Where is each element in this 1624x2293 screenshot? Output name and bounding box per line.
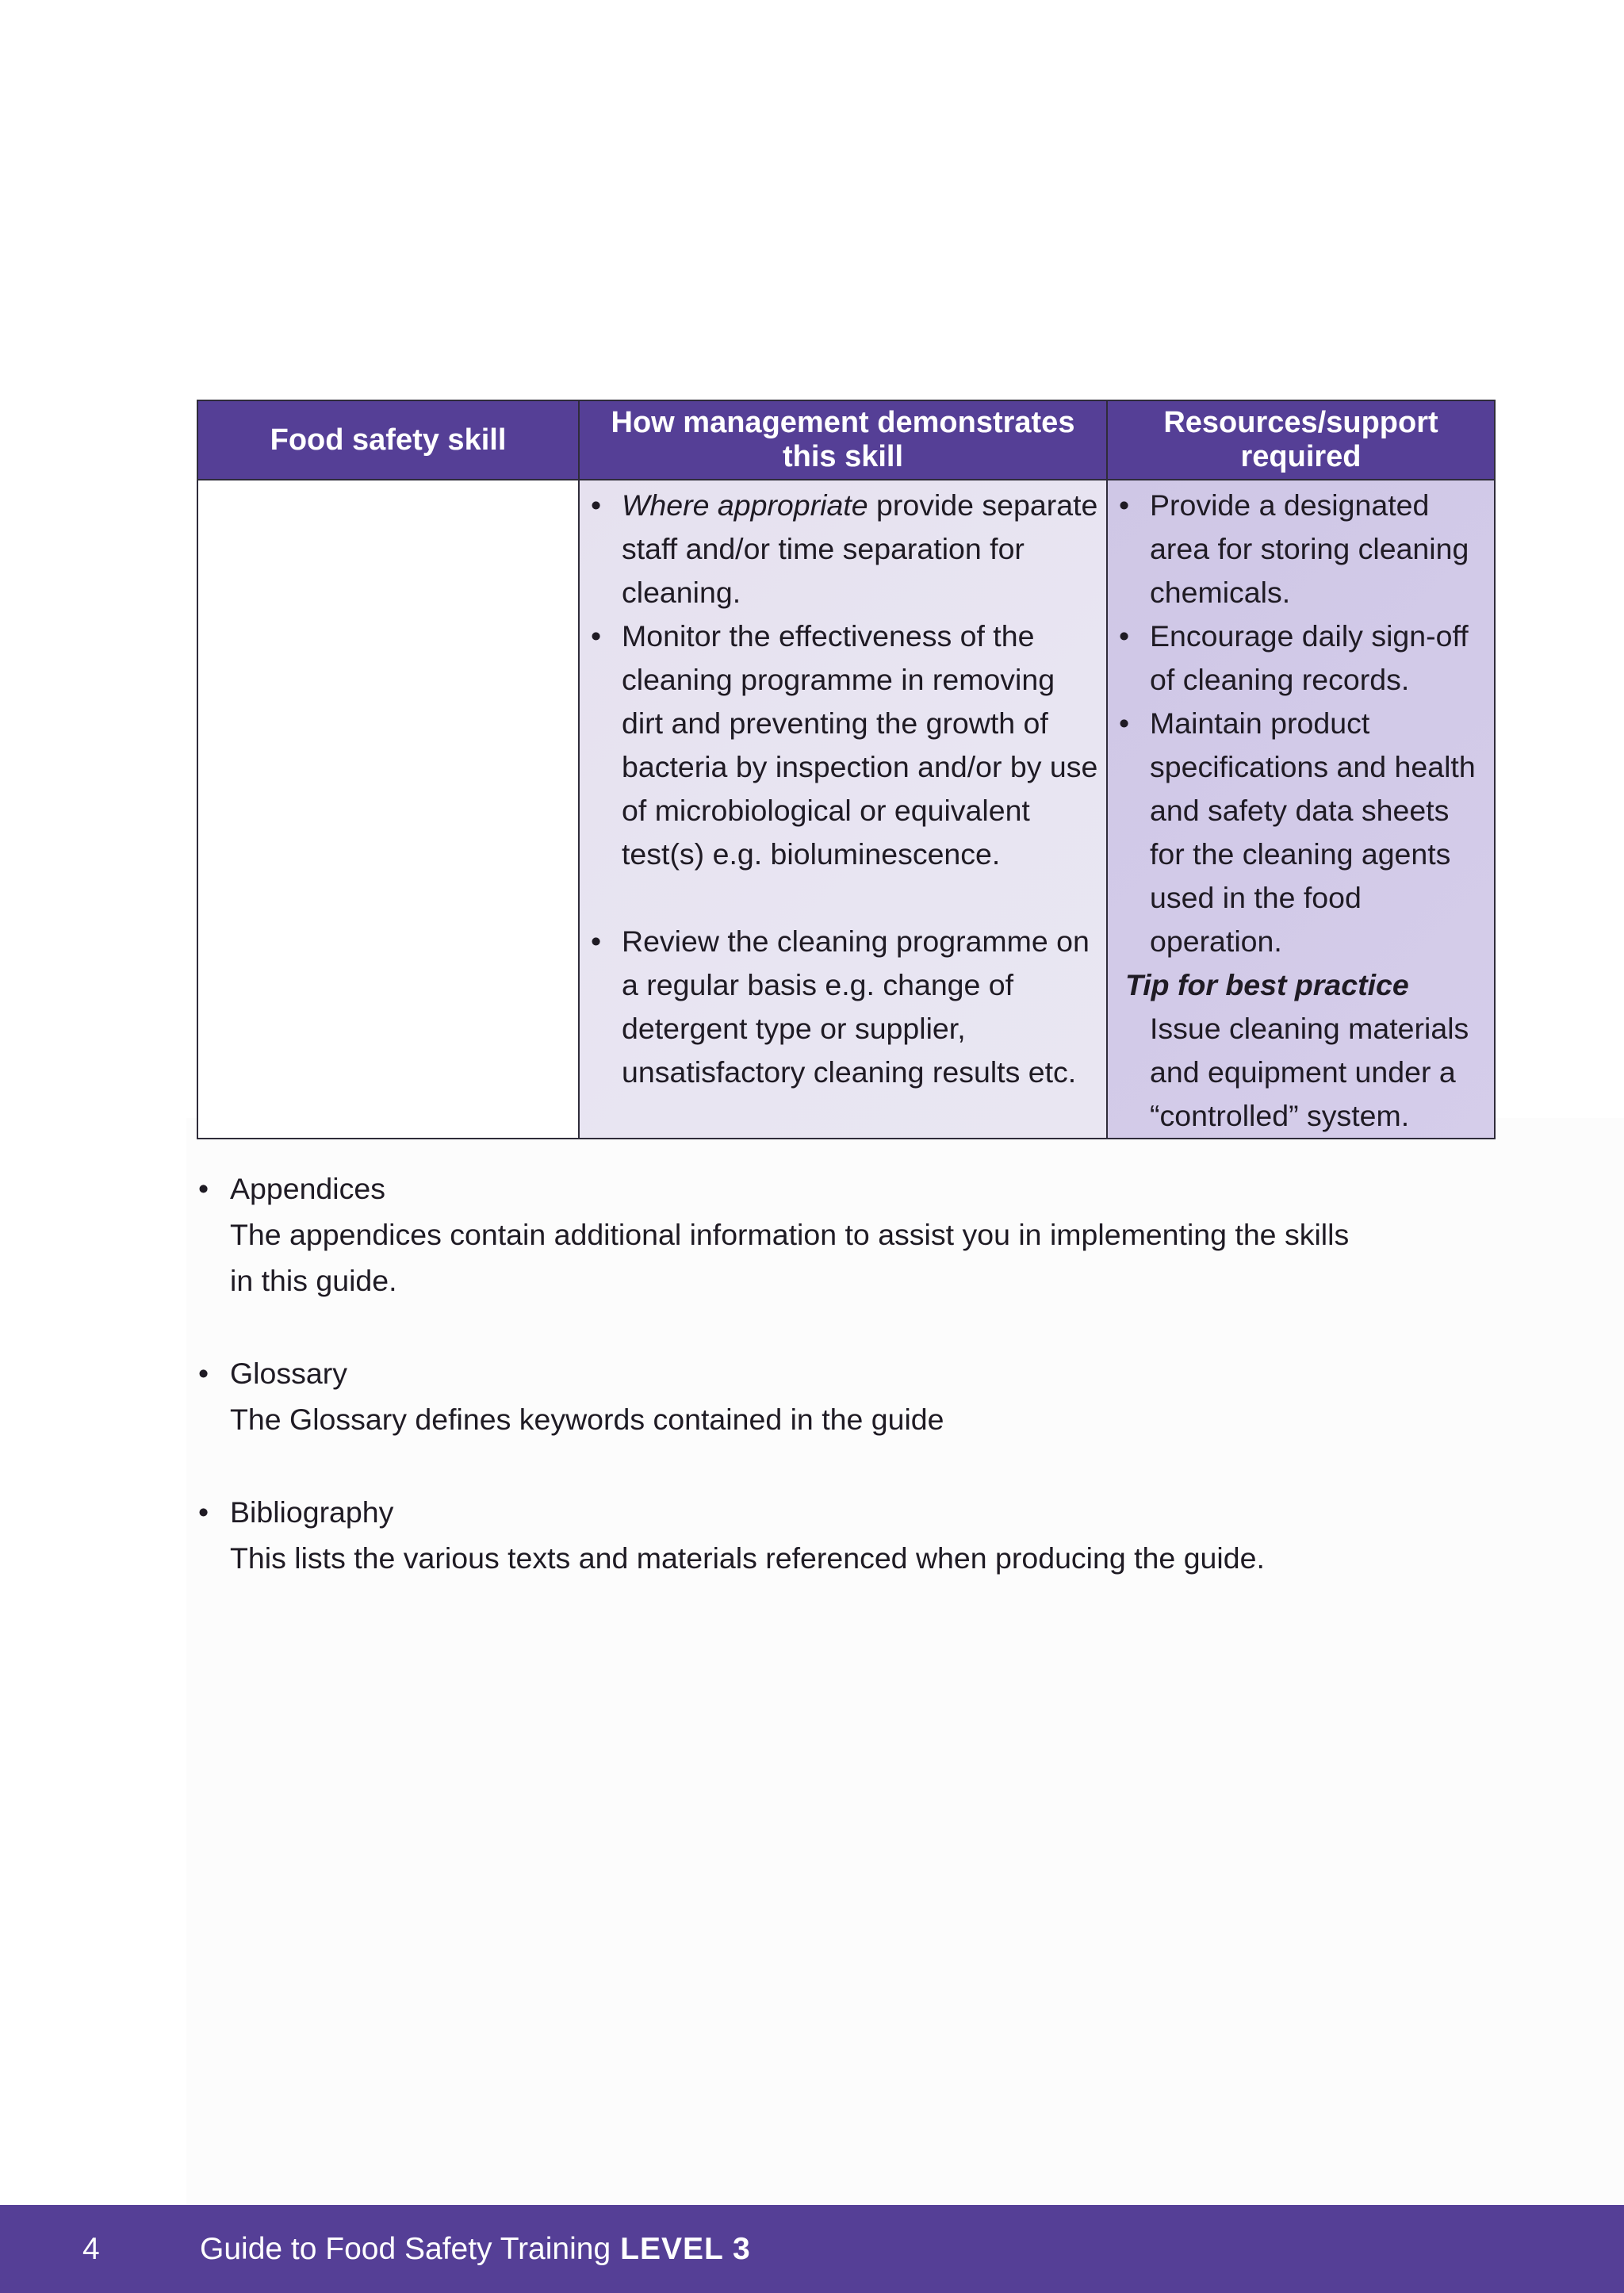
- bibliography-title: Bibliography: [230, 1495, 394, 1529]
- header-food-safety-skill: Food safety skill: [197, 400, 579, 480]
- level-label: LEVEL 3: [620, 2232, 751, 2266]
- bullet: •: [1119, 488, 1130, 522]
- bullet: •: [198, 1172, 209, 1205]
- skill-cell-empty: [197, 480, 579, 1139]
- resources-cell: [1107, 480, 1495, 1139]
- appendices-item: [197, 1166, 1465, 1303]
- resource-item-text: Maintain product specifications and health and safety data sheets for the cleaning agents used in the food operation.: [1150, 706, 1476, 958]
- header-resources-support: Resources/support required: [1107, 400, 1495, 480]
- resource-item-text: Encourage daily sign-off of cleaning records.: [1150, 619, 1469, 696]
- management-item: [586, 920, 1100, 1094]
- page-footer: [0, 2205, 1624, 2293]
- bullet: •: [591, 924, 602, 958]
- bullet: •: [591, 619, 602, 653]
- tip-title: Tip for best practice: [1125, 968, 1409, 1001]
- guide-sections-list: [197, 1166, 1465, 1628]
- footer-title: [200, 2205, 751, 2293]
- management-item-text: Review the cleaning programme on a regular basis e.g. change of detergent type or supplier, unsatisfactory cleaning results etc.: [622, 924, 1090, 1089]
- bullet: •: [1119, 619, 1130, 653]
- guide-title: Guide to Food Safety Training: [200, 2232, 611, 2266]
- management-item-text: Monitor the effectiveness of the cleaning programme in removing dirt and preventing the growth of bacteria by inspection and/or by use of microbiological or equivalent test(s) e.g. bioluminescence.: [622, 619, 1098, 871]
- resource-item: [1114, 484, 1488, 614]
- management-list: [586, 484, 1100, 1094]
- management-item: [586, 614, 1100, 876]
- header-management-demonstration: How management demonstrates this skill: [579, 400, 1107, 480]
- glossary-title: Glossary: [230, 1357, 347, 1390]
- bullet: •: [198, 1495, 209, 1529]
- management-item-emphasis: Where appropriate: [622, 488, 868, 522]
- management-cell: [579, 480, 1107, 1139]
- resource-item: [1114, 614, 1488, 702]
- bullet: •: [198, 1357, 209, 1390]
- page-number: 4: [82, 2232, 100, 2266]
- appendices-title: Appendices: [230, 1172, 385, 1205]
- tip-body: Issue cleaning materials and equipment under a “controlled” system.: [1150, 1012, 1469, 1132]
- food-safety-skills-table: [197, 400, 1476, 1132]
- glossary-description: The Glossary defines keywords contained in the guide: [230, 1403, 944, 1436]
- management-item-text: provide separate staff and/or time separation for cleaning.: [622, 488, 1098, 609]
- resource-item: [1114, 702, 1488, 963]
- resources-list: [1114, 484, 1488, 963]
- bullet: •: [1119, 706, 1130, 740]
- bullet: •: [591, 488, 602, 522]
- bibliography-description: This lists the various texts and materials referenced when producing the guide.: [230, 1541, 1265, 1575]
- glossary-item: [197, 1350, 1465, 1442]
- appendices-description: The appendices contain additional information to assist you in implementing the skills in this guide.: [230, 1218, 1350, 1297]
- management-item: [586, 484, 1100, 614]
- bibliography-item: [197, 1489, 1465, 1581]
- resource-item-text: Provide a designated area for storing cleaning chemicals.: [1150, 488, 1469, 609]
